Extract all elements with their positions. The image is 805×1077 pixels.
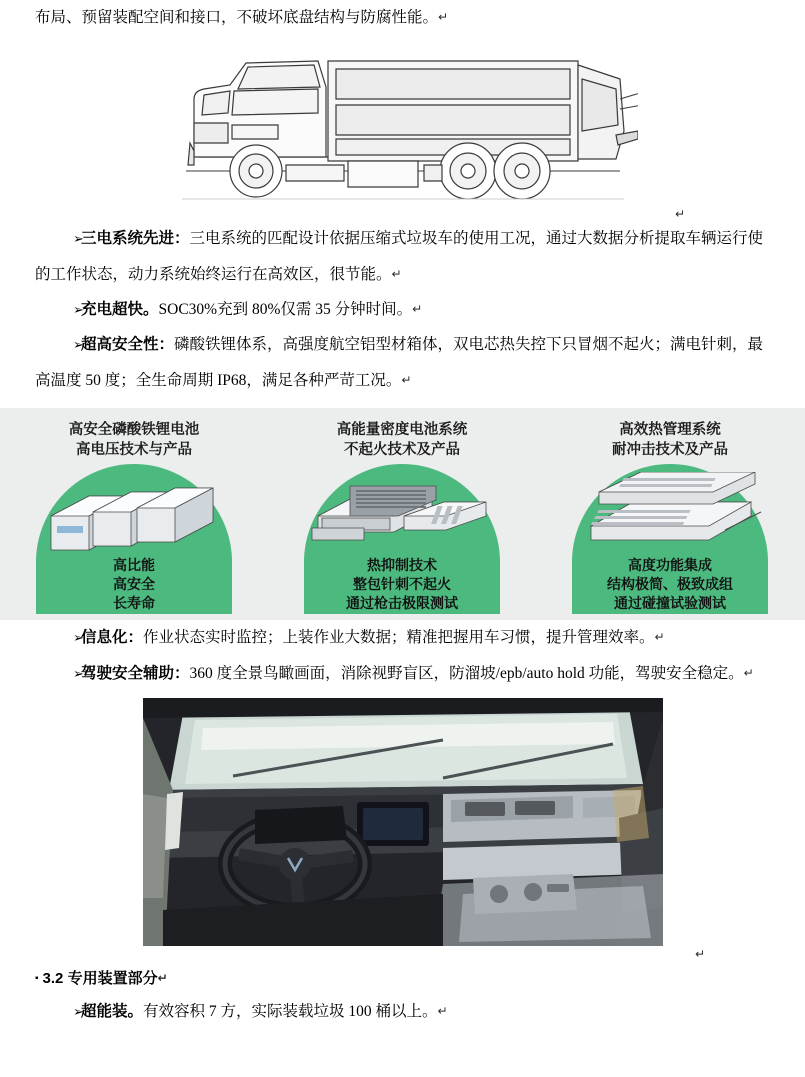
banner-title-3: 高效热管理系统 耐冲击技术及产品 — [612, 422, 728, 458]
pilcrow-mark: ↵ — [674, 207, 685, 221]
bullet-text-2: SOC30%充到 80%仅需 35 分钟时间。 — [158, 301, 413, 318]
banner-column-2 — [268, 408, 536, 620]
bullet-lead-last: 超能装。 — [81, 1003, 144, 1020]
truck-figure-container — [0, 39, 805, 207]
bullet-text-5: 360 度全景鸟瞰画面，消除视野盲区，防溜坡/epb/auto hold 功能，驾驶安全稳定。 — [189, 665, 744, 682]
banner-column-3 — [536, 408, 804, 620]
bullet-text-last: 有效容积 7 方，实际装载垃圾 100 桶以上。 — [143, 1003, 438, 1020]
bullet-item-2 — [0, 292, 805, 328]
section-heading-3-2 — [0, 963, 805, 994]
pilcrow-mark: ↵ — [412, 302, 423, 316]
bullet-item-5 — [0, 656, 805, 692]
bullet-marker-icon: ➢ — [73, 338, 84, 353]
battery-banner-figure — [0, 408, 805, 620]
pilcrow-mark: ↵ — [743, 666, 754, 680]
bullet-item-4 — [0, 620, 805, 656]
bullet-marker-icon: ➢ — [73, 232, 84, 247]
bullet-lead-3: 超高安全性： — [81, 336, 175, 353]
interior-figure — [143, 698, 663, 946]
top-paragraph — [0, 0, 805, 35]
interior-figure-pilcrow-row — [0, 946, 805, 963]
bullet-lead-2: 充电超快。 — [81, 301, 159, 318]
bullet-text-3: 磷酸铁锂体系，高强度航空铝型材箱体，双电芯热失控下只冒烟不起火；满电针刺，最高温度 50 度；全生命周期 IP68，满足各种严苛工况。 — [35, 336, 764, 389]
pilcrow-mark: ↵ — [157, 971, 168, 985]
truck-figure — [168, 39, 638, 207]
square-bullet-icon: ▪ — [35, 973, 39, 984]
pilcrow-mark: ↵ — [391, 267, 402, 281]
bullet-lead-4: 信息化： — [81, 629, 144, 646]
bullet-text-1: 三电系统的匹配设计依据压缩式垃圾车的使用工况，通过大数据分析提取车辆运行使的工作状态，动力系统始终运行在高效区，很节能。 — [35, 230, 764, 283]
battery-modules-icon — [41, 472, 227, 556]
bullet-marker-icon: ➢ — [73, 303, 84, 318]
interior-figure-container — [0, 698, 805, 946]
pilcrow-mark: ↵ — [438, 10, 449, 24]
bullet-marker-icon: ➢ — [73, 631, 84, 646]
bullet-lead-5: 驾驶安全辅助： — [81, 665, 190, 682]
banner-column-1 — [0, 408, 268, 620]
top-paragraph-text: 布局、预留装配空间和接口，不破坏底盘结构与防腐性能。 — [35, 9, 439, 26]
pilcrow-mark: ↵ — [401, 373, 412, 387]
banner-footer-1: 高比能 高安全 长寿命 — [113, 557, 155, 611]
banner-title-2: 高能量密度电池系统 不起火技术及产品 — [336, 422, 468, 458]
truck-figure-pilcrow-row — [0, 207, 805, 222]
truck-line-drawing — [168, 39, 638, 207]
bullet-marker-icon: ➢ — [73, 667, 84, 682]
section-title: 专用装置部分 — [67, 970, 158, 987]
thermal-management-icon — [575, 472, 765, 554]
bullet-lead-1: 三电系统先进： — [81, 230, 190, 247]
bullet-item-1 — [0, 222, 805, 292]
cabin-interior-photo — [143, 698, 663, 946]
banner-title-1: 高安全磷酸铁锂电池 高电压技术与产品 — [68, 422, 200, 458]
bullet-text-4: 作业状态实时监控；上装作业大数据；精准把握用车习惯，提升管理效率。 — [143, 629, 655, 646]
bullet-item-3 — [0, 328, 805, 398]
section-number: 3.2 — [42, 970, 64, 987]
bullet-marker-icon: ➢ — [73, 1005, 84, 1020]
pilcrow-mark: ↵ — [694, 947, 705, 961]
pilcrow-mark: ↵ — [437, 1004, 448, 1018]
banner-footer-2: 热抑制技术 整包针刺不起火 通过枪击极限测试 — [346, 557, 458, 611]
pilcrow-mark: ↵ — [654, 630, 665, 644]
bullet-item-last — [0, 994, 805, 1030]
battery-pack-exploded-icon — [304, 472, 500, 558]
banner-footer-3: 高度功能集成 结构极简、极致成组 通过碰撞试验测试 — [607, 557, 733, 611]
